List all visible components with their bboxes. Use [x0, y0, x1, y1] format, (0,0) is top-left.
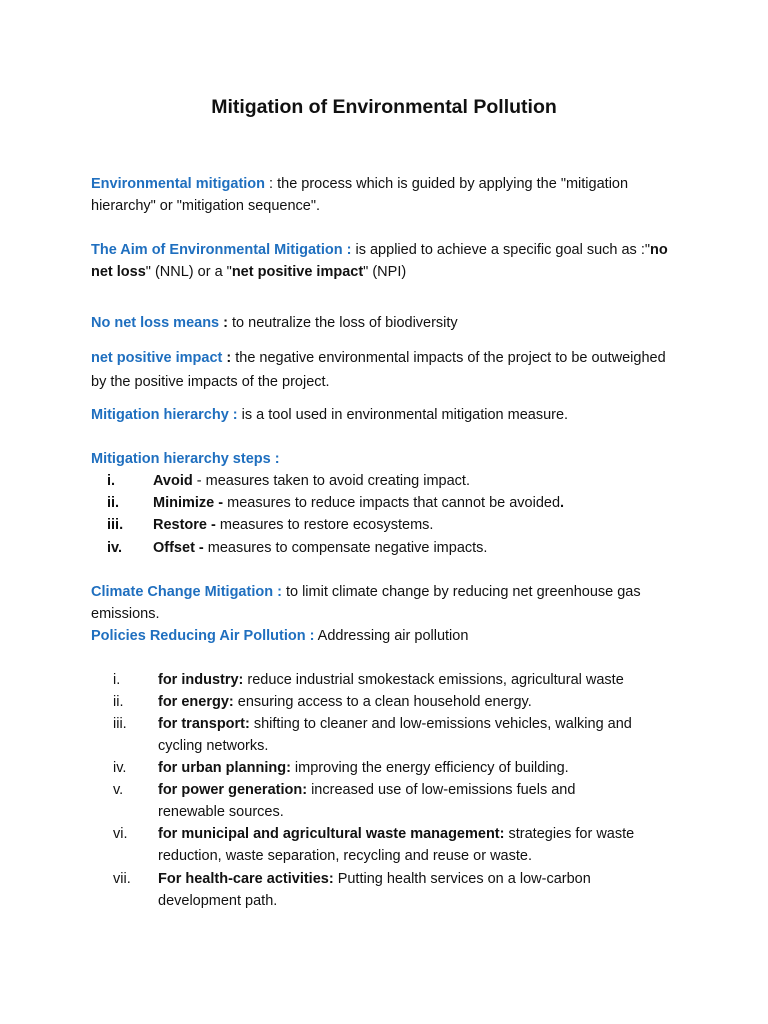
step-term: Avoid [153, 473, 193, 489]
policy-number: vii. [113, 871, 131, 887]
aim-text-3: " (NPI) [363, 264, 407, 280]
policy-text: reduce industrial smokestack emissions, agricultural waste [243, 672, 624, 688]
policy-text: increased use of low-emissions fuels and renewable sources. [158, 782, 576, 820]
policy-text: improving the energy efficiency of building. [290, 760, 569, 776]
step-text: - measures taken to avoid creating impact. [192, 473, 470, 489]
policy-term: for urban planning: [158, 760, 291, 776]
step-term: Offset - [153, 540, 204, 556]
policy-term: for municipal and agricultural waste management: [158, 826, 505, 842]
aim-term: The Aim of Environmental Mitigation : [91, 242, 352, 258]
page-title: Mitigation of Environmental Pollution [211, 96, 557, 118]
aim-paragraph [91, 239, 681, 283]
policy-text: ensuring access to a clean household energy. [233, 694, 532, 710]
step-tail: . [560, 495, 565, 511]
env-mitigation-sep: : [265, 176, 274, 192]
env-mitigation-text: the process which is guided by applying the "mitigation hierarchy" or "mitigation sequence". [91, 176, 629, 214]
policies-text: Addressing air pollution [314, 628, 469, 644]
no-net-loss-text: to neutralize the loss of biodiversity [227, 315, 458, 331]
step-text: measures to compensate negative impacts. [203, 540, 488, 556]
step-term: Minimize - [153, 495, 224, 511]
hierarchy-text: is a tool used in environmental mitigation measure. [237, 407, 569, 423]
policy-term: for energy: [158, 694, 234, 710]
policy-term: for transport: [158, 716, 250, 732]
policy-number: v. [113, 782, 124, 798]
step-term: Restore - [153, 517, 216, 533]
step-text: measures to reduce impacts that cannot be avoided [223, 495, 561, 511]
policies-term: Policies Reducing Air Pollution : [91, 628, 315, 644]
climate-term: Climate Change Mitigation : [91, 584, 282, 600]
hierarchy-paragraph [91, 404, 691, 426]
aim-bold-npi: net positive impact [231, 264, 364, 280]
policy-text: strategies for waste reduction, waste separation, recycling and reuse or waste. [158, 826, 635, 864]
net-positive-colon: : [222, 350, 232, 366]
policy-number: vi. [113, 826, 128, 842]
net-positive-paragraph [91, 346, 671, 394]
no-net-loss-paragraph [91, 312, 691, 334]
hierarchy-term: Mitigation hierarchy : [91, 407, 238, 423]
step-number: iii. [107, 517, 124, 533]
policy-number: iii. [113, 716, 127, 732]
step-number: ii. [107, 495, 120, 511]
policy-term: for industry: [158, 672, 244, 688]
policy-number: ii. [113, 694, 124, 710]
climate-paragraph [91, 581, 681, 625]
net-positive-text: the negative environmental impacts of the project to be outweighed by the positive impacts of the project. [91, 350, 666, 390]
policy-term: For health-care activities: [158, 871, 334, 887]
net-positive-term: net positive impact [91, 350, 223, 366]
policy-number: i. [113, 672, 121, 688]
aim-text-2: " (NNL) or a " [145, 264, 232, 280]
env-mitigation-term: Environmental mitigation [91, 176, 266, 192]
policy-text: Putting health services on a low-carbon development path. [158, 871, 591, 909]
step-text: measures to restore ecosystems. [215, 517, 434, 533]
policy-term: for power generation: [158, 782, 308, 798]
steps-heading [91, 448, 691, 470]
no-net-loss-term: No net loss means [91, 315, 220, 331]
step-number: i. [107, 473, 116, 489]
steps-heading-label: Mitigation hierarchy steps : [91, 451, 280, 467]
aim-bold-nnl: no net loss [91, 242, 668, 280]
env-mitigation-paragraph [91, 173, 631, 217]
policy-number: iv. [113, 760, 127, 776]
no-net-loss-colon: : [219, 315, 228, 331]
climate-text: to limit climate change by reducing net greenhouse gas emissions. [91, 584, 641, 622]
policies-paragraph [91, 625, 691, 647]
aim-text-1: is applied to achieve a specific goal such as :" [351, 242, 651, 258]
step-number: iv. [107, 540, 123, 556]
policy-text: shifting to cleaner and low-emissions vehicles, walking and cycling networks. [158, 716, 632, 754]
